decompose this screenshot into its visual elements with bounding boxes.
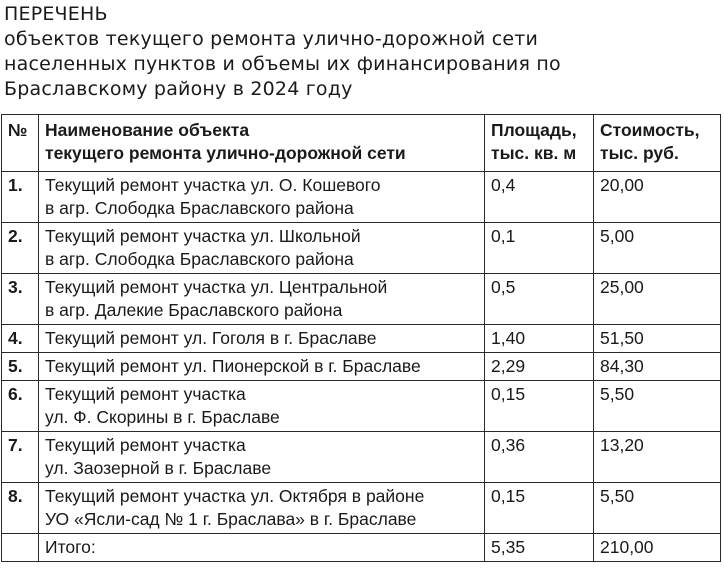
heading-subtitle-line-3: Браславскому району в 2024 году <box>4 78 353 100</box>
document-heading <box>4 2 720 102</box>
row-number: 6. <box>2 381 39 432</box>
row-object-name-line-1: Текущий ремонт участка ул. Школьной <box>45 226 361 246</box>
row-cost: 5,50 <box>594 483 721 534</box>
row-object-name <box>39 274 485 325</box>
row-object-name-line-2: в агр. Слободка Браславского района <box>45 249 354 269</box>
row-object-name-line-2: в агр. Слободка Браславского района <box>45 198 354 218</box>
row-object-name <box>39 432 485 483</box>
total-number-cell <box>2 534 39 562</box>
row-cost: 5,00 <box>594 223 721 274</box>
table-row <box>2 172 721 223</box>
header-object-name: Наименование объекта текущего ремонта улично-дорожной сети <box>39 115 485 172</box>
table-row <box>2 353 721 381</box>
table-row <box>2 223 721 274</box>
table-row <box>2 483 721 534</box>
header-cost: Стоимость, тыс. руб. <box>594 115 721 172</box>
row-object-name-line-2: в агр. Далекие Браславского района <box>45 300 343 320</box>
row-object-name-line-1: Текущий ремонт участка <box>45 435 246 455</box>
heading-subtitle-line-1: объектов текущего ремонта улично-дорожной сети <box>4 28 539 50</box>
row-object-name-line-1: Текущий ремонт участка ул. Центральной <box>45 277 388 297</box>
row-number: 3. <box>2 274 39 325</box>
total-area: 5,35 <box>485 534 594 562</box>
row-number: 1. <box>2 172 39 223</box>
table-row <box>2 432 721 483</box>
row-cost: 13,20 <box>594 432 721 483</box>
table-row <box>2 274 721 325</box>
row-object-name-line-1: Текущий ремонт участка ул. О. Кошевого <box>45 175 381 195</box>
row-cost: 5,50 <box>594 381 721 432</box>
row-object-name <box>39 353 485 381</box>
row-number: 4. <box>2 325 39 353</box>
row-object-name <box>39 381 485 432</box>
heading-title: ПЕРЕЧЕНЬ <box>4 3 108 25</box>
row-cost: 25,00 <box>594 274 721 325</box>
row-area: 0,4 <box>485 172 594 223</box>
row-object-name <box>39 223 485 274</box>
row-object-name-line-1: Текущий ремонт участка <box>45 384 246 404</box>
row-area: 0,1 <box>485 223 594 274</box>
row-number: 7. <box>2 432 39 483</box>
row-area: 1,40 <box>485 325 594 353</box>
repair-objects-table <box>1 114 721 562</box>
heading-subtitle-line-2: населенных пунктов и объемы их финансирования по <box>4 53 561 75</box>
header-area: Площадь, тыс. кв. м <box>485 115 594 172</box>
row-object-name <box>39 483 485 534</box>
row-object-name-line-2: УО «Ясли-сад № 1 г. Браслава» в г. Браславе <box>45 509 417 529</box>
row-number: 5. <box>2 353 39 381</box>
row-area: 2,29 <box>485 353 594 381</box>
row-object-name <box>39 325 485 353</box>
row-object-name-line-2: ул. Ф. Скорины в г. Браславе <box>45 407 280 427</box>
row-object-name-line-1: Текущий ремонт ул. Гоголя в г. Браславе <box>45 328 377 348</box>
table-row <box>2 381 721 432</box>
row-number: 2. <box>2 223 39 274</box>
row-area: 0,36 <box>485 432 594 483</box>
row-number: 8. <box>2 483 39 534</box>
table-header-row <box>2 115 721 172</box>
total-cost: 210,00 <box>594 534 721 562</box>
row-object-name-line-1: Текущий ремонт ул. Пионерской в г. Браславе <box>45 356 421 376</box>
row-object-name-line-2: ул. Заозерной в г. Браславе <box>45 458 272 478</box>
row-cost: 51,50 <box>594 325 721 353</box>
total-row <box>2 534 721 562</box>
row-area: 0,15 <box>485 483 594 534</box>
row-cost: 20,00 <box>594 172 721 223</box>
row-cost: 84,30 <box>594 353 721 381</box>
row-area: 0,15 <box>485 381 594 432</box>
total-label: Итого: <box>39 534 485 562</box>
row-object-name-line-1: Текущий ремонт участка ул. Октября в районе <box>45 486 425 506</box>
row-area: 0,5 <box>485 274 594 325</box>
header-number: № <box>2 115 39 172</box>
row-object-name <box>39 172 485 223</box>
table-row <box>2 325 721 353</box>
